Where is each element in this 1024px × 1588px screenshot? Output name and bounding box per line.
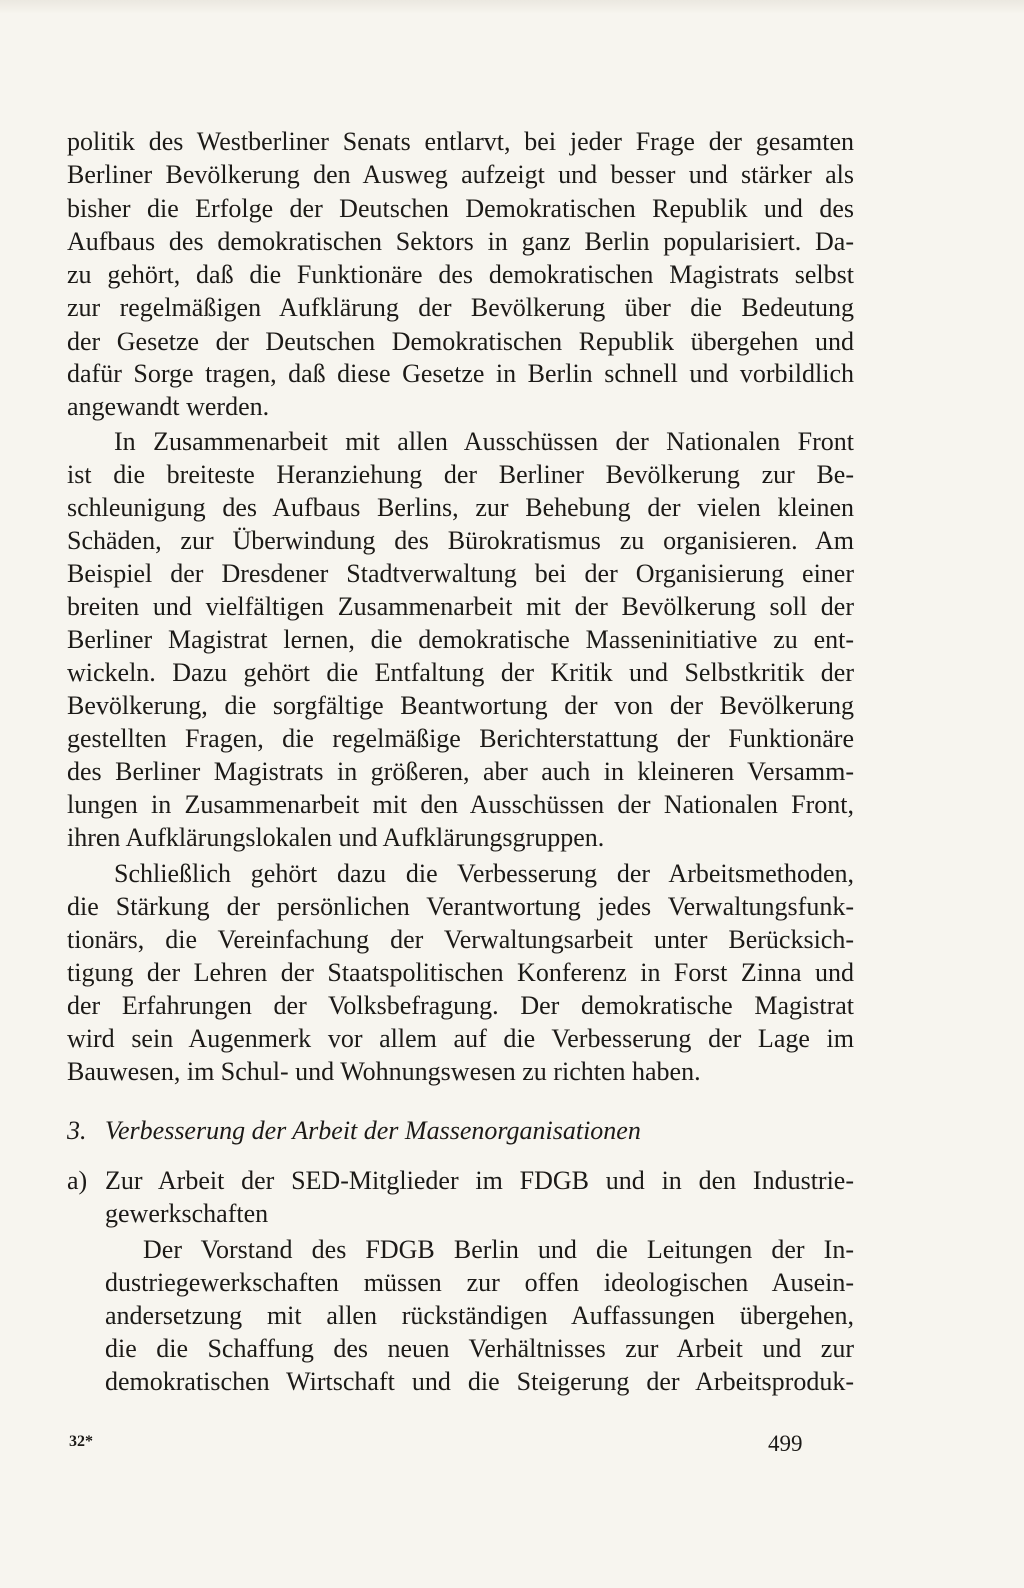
text-line: Aufbaus des demokratischen Sektors in ganz Berlin popularisiert. Da-	[67, 227, 854, 256]
text-line: ist die breiteste Heranziehung der Berliner Bevölkerung zur Be-	[67, 460, 854, 489]
text-line: schleunigung des Aufbaus Berlins, zur Behebung der vielen kleinen	[67, 493, 854, 522]
text-line: tionärs, die Vereinfachung der Verwaltungsarbeit unter Berücksich-	[67, 925, 854, 954]
text-line: andersetzung mit allen rückständigen Auffassungen übergehen,	[105, 1301, 854, 1330]
text-line: Schließlich gehört dazu die Verbesserung der Arbeitsmethoden,	[114, 859, 854, 888]
page-top-edge	[0, 0, 1024, 14]
text-line: wird sein Augenmerk vor allem auf die Verbesserung der Lage im	[67, 1024, 854, 1053]
text-line: die die Schaffung des neuen Verhältnisses zur Arbeit und zur	[105, 1334, 854, 1363]
text-line: tigung der Lehren der Staatspolitischen Konferenz in Forst Zinna und	[67, 958, 854, 987]
text-line: dustriegewerkschaften müssen zur offen ideologischen Ausein-	[105, 1268, 854, 1297]
text-line: Berliner Magistrat lernen, die demokratische Masseninitiative zu ent-	[67, 625, 854, 654]
text-line: angewandt werden.	[67, 392, 270, 421]
text-line: dafür Sorge tragen, daß diese Gesetze in Berlin schnell und vorbildlich	[67, 359, 854, 388]
text-line: der Gesetze der Deutschen Demokratischen Republik übergehen und	[67, 327, 854, 356]
section-heading	[67, 1114, 854, 1148]
subsection-marker: a)	[67, 1166, 88, 1195]
section-title: Verbesserung der Arbeit der Massenorganisationen	[105, 1116, 641, 1145]
text-line: demokratischen Wirtschaft und die Steigerung der Arbeitsproduk-	[105, 1367, 854, 1396]
text-line: bisher die Erfolge der Deutschen Demokratischen Republik und des	[67, 194, 854, 223]
section-number: 3.	[67, 1116, 87, 1145]
printer-signature: 32*	[69, 1433, 93, 1450]
text-line: lungen in Zusammenarbeit mit den Ausschüssen der Nationalen Front,	[67, 790, 854, 819]
text-line: Der Vorstand des FDGB Berlin und die Leitungen der In-	[143, 1235, 854, 1264]
page-number: 499	[768, 1431, 803, 1456]
text-line: In Zusammenarbeit mit allen Ausschüssen der Nationalen Front	[114, 427, 854, 456]
text-line: Berliner Bevölkerung den Ausweg aufzeigt und besser und stärker als	[67, 160, 854, 189]
text-line: Bevölkerung, die sorgfältige Beantwortung der von der Bevölkerung	[67, 691, 854, 720]
text-line: die Stärkung der persönlichen Verantwortung jedes Verwaltungsfunk-	[67, 892, 854, 921]
text-line: der Erfahrungen der Volksbefragung. Der demokratische Magistrat	[67, 991, 854, 1020]
text-line: des Berliner Magistrats in größeren, aber auch in kleineren Versamm-	[67, 757, 854, 786]
text-line: Beispiel der Dresdener Stadtverwaltung bei der Organisierung einer	[67, 559, 854, 588]
text-line: zu gehört, daß die Funktionäre des demokratischen Magistrats selbst	[67, 260, 854, 289]
text-line: zur regelmäßigen Aufklärung der Bevölkerung über die Bedeutung	[67, 293, 854, 322]
text-line: Zur Arbeit der SED-Mitglieder im FDGB und in den Industrie-	[105, 1166, 854, 1195]
text-line: Bauwesen, im Schul- und Wohnungswesen zu richten haben.	[67, 1057, 701, 1086]
text-line: Schäden, zur Überwindung des Bürokratismus zu organisieren. Am	[67, 526, 854, 555]
text-line: breiten und vielfältigen Zusammenarbeit mit der Bevölkerung soll der	[67, 592, 854, 621]
text-line: wickeln. Dazu gehört die Entfaltung der Kritik und Selbstkritik der	[67, 658, 854, 687]
text-line: ihren Aufklärungslokalen und Aufklärungsgruppen.	[67, 823, 605, 852]
text-line: gewerkschaften	[105, 1199, 269, 1228]
text-line: gestellten Fragen, die regelmäßige Berichterstattung der Funktionäre	[67, 724, 854, 753]
text-line: politik des Westberliner Senats entlarvt, bei jeder Frage der gesamten	[67, 127, 854, 156]
